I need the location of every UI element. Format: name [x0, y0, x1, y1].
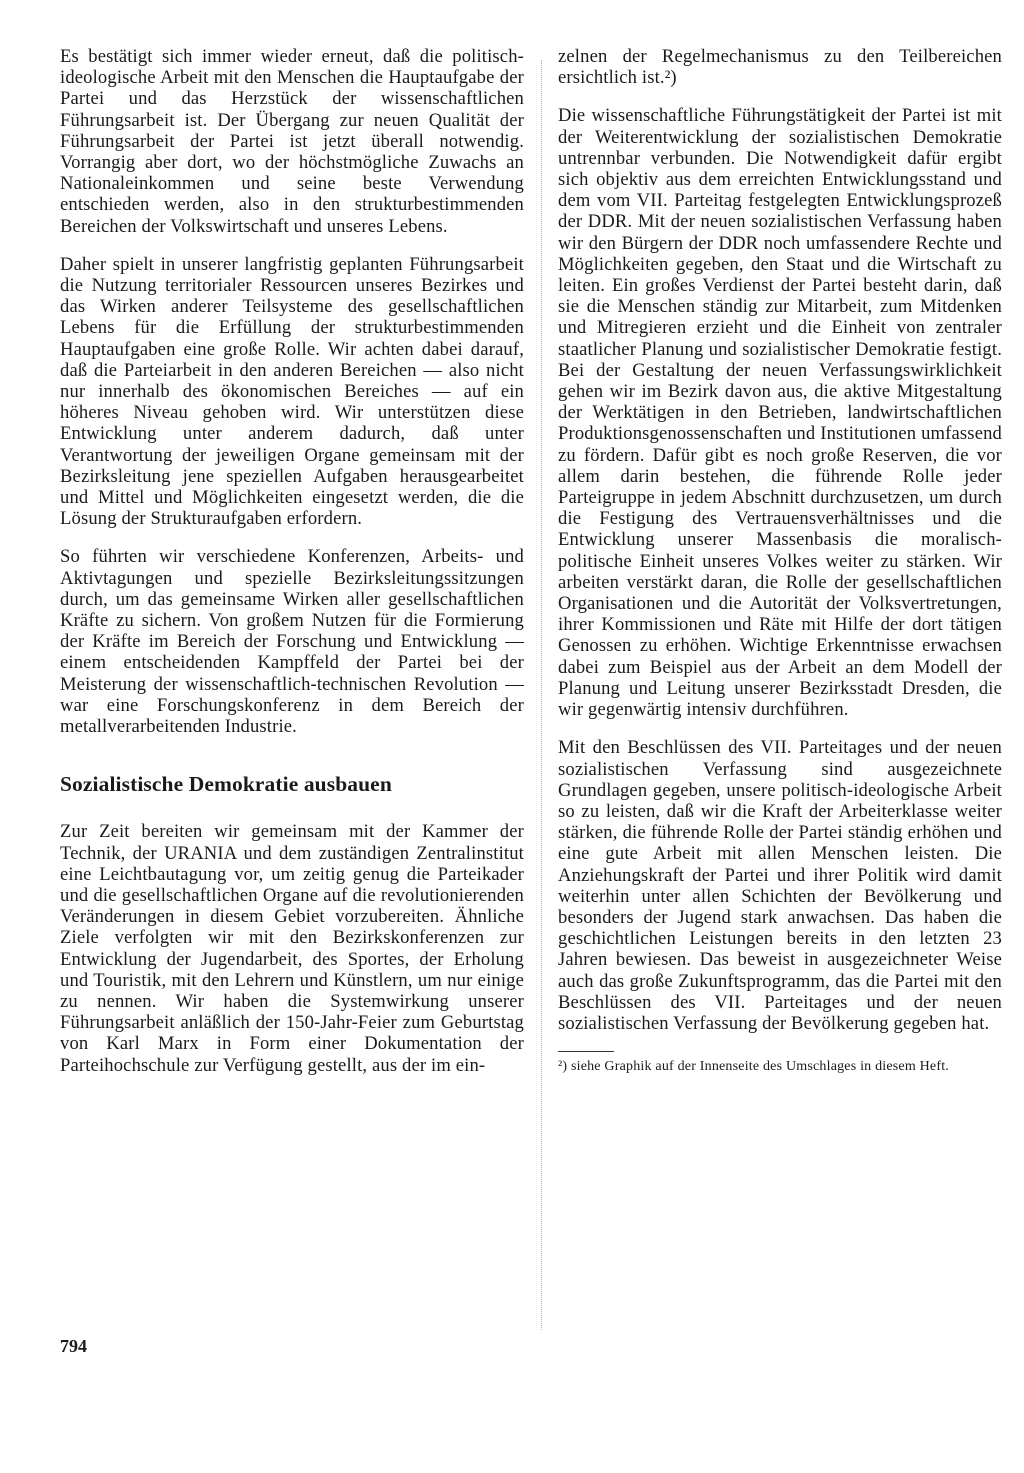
- paragraph: Daher spielt in unserer langfristig geplanten Führungsarbeit die Nutzung territorialer Ressourcen unseres Bezirkes und das Wirken anderer Teilsysteme des gesellschaftlichen Lebens für die Erfüllung der strukturbestimmenden Hauptaufgaben eine große Rolle. Wir achten dabei darauf, daß die Parteiarbeit in den anderen Bereichen — also nicht nur innerhalb des ökonomischen Bereiches — auf ein höheres Niveau gehoben wird. Wir unterstützen diese Entwicklung unter anderem dadurch, daß unter Verantwortung der jeweiligen Organe gemeinsam mit der Bezirksleitung jene speziellen Aufgaben herausgearbeitet und Mittel und Möglichkeiten eingesetzt werden, die die Lösung der Strukturaufgaben erfordern.: [60, 253, 524, 530]
- paragraph: Es bestätigt sich immer wieder erneut, daß die politisch-ideologische Arbeit mit den Menschen die Hauptaufgabe der Partei und das Herzstück der wissenschaftlichen Führungsarbeit ist. Der Übergang zur neuen Qualität der Führungsarbeit der Partei ist jetzt überall notwendig. Vorrangig aber dort, wo der höchstmögliche Zuwachs an Nationaleinkommen und seine beste Verwendung entschieden werden, also in den strukturbestimmenden Bereichen der Volkswirtschaft und unseres Lebens.: [60, 46, 524, 237]
- footnote-divider: [558, 1051, 614, 1052]
- paragraph: So führten wir verschiedene Konferenzen, Arbeits- und Aktivtagungen und spezielle Bezirksleitungssitzungen durch, um das gemeinsame Wirken aller gesellschaftlichen Kräfte zu sichern. Von großem Nutzen für die Formierung der Kräfte im Bereich der Forschung und Entwicklung — einem entscheidenden Kampffeld der Partei bei der Meisterung der wissenschaftlich-technischen Revolution — war eine Forschungskonferenz in dem Bereich der metallverarbeitenden Industrie.: [60, 546, 524, 738]
- paragraph: Die wissenschaftliche Führungstätigkeit der Partei ist mit der Weiterentwicklung der sozialistischen Demokratie untrennbar verbunden. Die Notwendigkeit dafür ergibt sich objektiv aus dem erreichten Entwicklungsstand und dem vom VII. Parteitag festgelegten Entwicklungsprozeß der DDR. Mit der neuen sozialistischen Verfassung haben wir den Bürgern der DDR noch umfassendere Rechte und Möglichkeiten gegeben, den Staat und die Wirtschaft zu leiten. Ein großes Verdienst der Partei besteht darin, daß sie die Menschen ständig zur Mitarbeit, zum Mitdenken und Mitregieren erzieht und die Einheit von zentraler staatlicher Planung und sozialistischer Demokratie festigt. Bei der Gestaltung der neuen Verfassungswirklichkeit gehen wir im Bezirk davon aus, die aktive Mitgestaltung der Werktätigen in den Betrieben, landwirtschaftlichen Produktionsgenossenschaften und Institutionen umfassend zu fördern. Dafür gibt es noch große Reserven, die vor allem darin bestehen, die führende Rolle jeder Parteigruppe in jedem Abschnitt durchzusetzen, um durch die Festigung des Vertrauensverhältnisses und die Entwicklung unserer Massenbasis die moralisch-politische Einheit unseres Volkes weiter zu stärken. Wir arbeiten verstärkt daran, die Rolle der gesellschaftlichen Organisationen und die Autorität der Volksvertretungen, ihrer Kommissionen und Räte mit Hilfe der dort tätigen Genossen zu erhöhen. Wichtige Erkenntnisse erwachsen dabei zum Beispiel aus der Arbeit an dem Modell der Planung und Leitung unserer Bezirksstadt Dresden, die wir gegenwärtig intensiv durchführen.: [558, 105, 1002, 721]
- section-heading: Sozialistische Demokratie ausbauen: [60, 772, 392, 797]
- left-column: [60, 46, 524, 1093]
- paragraph: zelnen der Regelmechanismus zu den Teilbereichen ersichtlich ist.²): [558, 46, 1002, 89]
- right-column: [558, 46, 1002, 1075]
- paragraph: Mit den Beschlüssen des VII. Parteitages und der neuen sozialistischen Verfassung sind ausgezeichnete Grundlagen gegeben, unsere politisch-ideologische Arbeit so zu leisten, daß wir die Kraft der Arbeiterklasse weiter stärken, die führende Rolle der Partei ständig erhöhen und eine gute Arbeit mit allen Menschen leisten. Die Anziehungskraft der Partei und ihrer Politik wird damit weiterhin unter allen Schichten der Bevölkerung und besonders der Jugend stark anwachsen. Das haben die geschichtlichen Leistungen bereits in den letzten 23 Jahren bewiesen. Das beweist in ausgezeichneter Weise auch das große Zukunftsprogramm, das die Partei mit den Beschlüssen des VII. Parteitages und der neuen sozialistischen Verfassung der Bevölkerung gegeben hat.: [558, 737, 1002, 1034]
- paragraph: Zur Zeit bereiten wir gemeinsam mit der Kammer der Technik, der URANIA und dem zuständigen Zentralinstitut eine Leichtbautagung vor, um zeitig genug die Parteikader und die gesellschaftlichen Organe auf die revolutionierenden Veränderungen in diesem Gebiet vorzubereiten. Ähnliche Ziele verfolgten wir mit den Bezirkskonferenzen zur Entwicklung der Jugendarbeit, des Sportes, der Erholung und Touristik, mit den Lehrern und Künstlern, um nur einige zu nennen. Wir haben die Systemwirkung unserer Führungsarbeit anläßlich der 150-Jahr-Feier zum Geburtstag von Karl Marx in Form einer Dokumentation der Parteihochschule zur Verfügung gestellt, aus der im ein-: [60, 821, 524, 1076]
- column-divider: [541, 60, 542, 1330]
- footnote: ²) siehe Graphik auf der Innenseite des Umschlages in diesem Heft.: [558, 1059, 949, 1075]
- page-number: 794: [60, 1336, 87, 1356]
